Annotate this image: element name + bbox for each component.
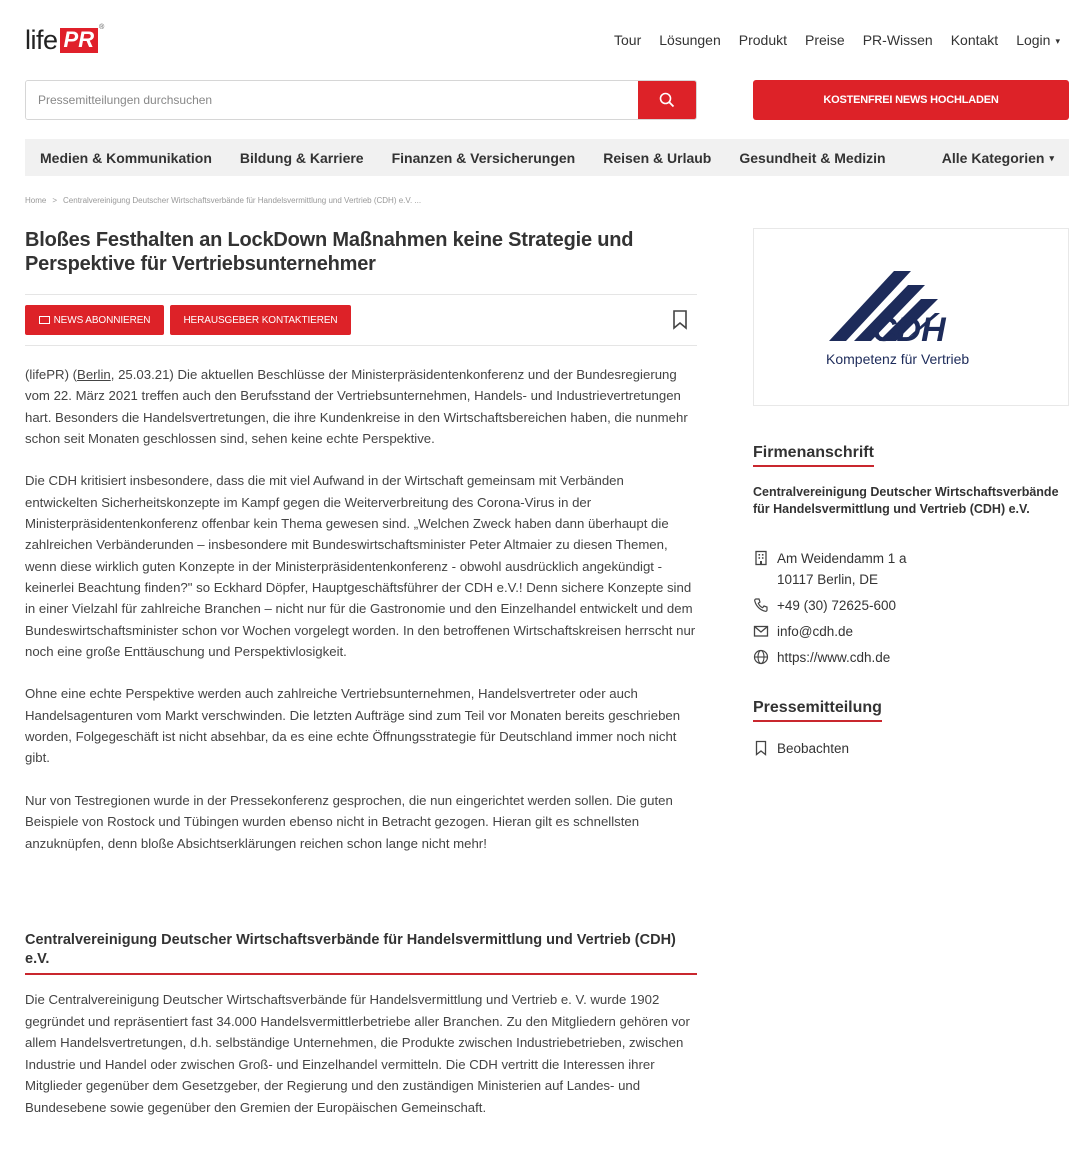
divider	[25, 345, 697, 346]
paragraph: (lifePR) (Berlin, 25.03.21) Die aktuellen Beschlüsse der Ministerpräsidentenkonferenz und der Bundesregierung vom 22. März 2021 treffen auch den Berufsstand der Vertriebsunternehmen, Handels- und Industrievertretungen hart. Besonders die Handelsvertretungen, die ihre Kundenkreise in den Wirtschaftsbereichen haben, die nunmehr schon seit Monaten geschlossen sind, sehen keine echte Perspektive.	[25, 367, 688, 446]
paragraph: Nur von Testregionen wurde in der Pressekonferenz gesprochen, die nun eingerichtet werden sollen. Die guten Beispiele von Rostock und Tübingen wurden ebenso nicht in Betracht gezogen. Hieran gilt es schnellsten anzuknüpfen, denn bloße Absichtserklärungen reichen schon lange nicht mehr!	[25, 792, 673, 851]
address-text	[777, 548, 907, 590]
chevron-down-icon: ▾	[1055, 35, 1060, 46]
search-icon	[659, 92, 675, 108]
search-input[interactable]	[26, 81, 638, 119]
category-all-dropdown[interactable]	[942, 150, 1054, 166]
breadcrumb-current[interactable]: Centralvereinigung Deutscher Wirtschaftsverbände für Handelsvermittlung und Vertrieb (CDH) e.V. ...	[63, 196, 422, 205]
breadcrumb	[25, 196, 421, 205]
phone-row[interactable]	[753, 595, 896, 616]
watch-button[interactable]	[753, 738, 849, 759]
envelope-icon	[753, 623, 769, 639]
category-bildung[interactable]: Bildung & Karriere	[239, 149, 364, 166]
nav-item-login[interactable]	[1016, 32, 1060, 48]
email-link: info@cdh.de	[777, 624, 854, 639]
nav-item-preise[interactable]: Preise	[805, 32, 845, 48]
top-navigation	[614, 32, 1060, 48]
email-row[interactable]	[753, 621, 853, 642]
about-heading: Centralvereinigung Deutscher Wirtschaftsverbände für Handelsvermittlung und Vertrieb (CDH) e.V.	[25, 931, 697, 975]
contact-publisher-button[interactable]: HERAUSGEBER KONTAKTIEREN	[170, 305, 351, 335]
login-label: Login	[1016, 32, 1051, 48]
logo-life-text: life	[25, 24, 58, 55]
address-heading: Firmenanschrift	[753, 444, 874, 467]
subscribe-label: NEWS ABONNIEREN	[53, 314, 151, 326]
bookmark-icon[interactable]	[672, 310, 688, 330]
category-all-label: Alle Kategorien	[941, 149, 1045, 166]
phone-number: +49 (30) 72625-600	[777, 598, 896, 613]
globe-icon	[753, 649, 769, 665]
about-text: Die Centralvereinigung Deutscher Wirtschaftsverbände für Handelsvermittlung und Vertrieb e. V. wurde 1902 gegründet und repräsentiert fast 34.000 Handelsvermittlerbetriebe aller Branchen. Zu den Mitgliedern gehören vor allem Handelsvertretungen, d.h. selbständige Unternehmen, die Produkte zwischen Industriebetrieben, zwischen Industrie und Handel oder zwischen Groß- und Einzelhandel vermitteln. Die CDH vertritt die Interessen ihrer Mitglieder gegenüber dem Gesetzgeber, der Regierung und den zuständigen Ministerien auf Landes- und Bundesebene sowie gegenüber den Gremien der Europäischen Gemeinschaft.	[25, 992, 690, 1115]
phone-icon	[753, 597, 769, 613]
address-street: Am Weidendamm 1 a	[777, 551, 907, 566]
website-link: https://www.cdh.de	[777, 650, 891, 665]
category-gesundheit[interactable]: Gesundheit & Medizin	[739, 149, 886, 166]
article-date: , 25.03.21)	[110, 367, 174, 382]
chevron-down-icon: ▾	[1049, 153, 1054, 164]
nav-item-produkt[interactable]: Produkt	[738, 32, 788, 48]
article-body	[25, 364, 697, 875]
company-name: Centralvereinigung Deutscher Wirtschaftsverbände für Handelsvermittlung und Vertrieb (CDH) e.V.	[753, 485, 1059, 516]
address-city: 10117 Berlin, DE	[777, 572, 879, 587]
nav-item-pr-wissen[interactable]: PR-Wissen	[862, 32, 933, 48]
category-medien[interactable]: Medien & Kommunikation	[40, 149, 212, 166]
bookmark-icon	[753, 740, 769, 756]
article-title: Bloßes Festhalten an LockDown Maßnahmen keine Strategie und Perspektive für Vertriebsunternehmer	[25, 229, 634, 275]
nav-item-tour[interactable]: Tour	[614, 32, 642, 48]
breadcrumb-home[interactable]: Home	[25, 196, 47, 205]
cdh-logo-text: CDH	[872, 311, 946, 349]
category-bar	[25, 139, 1069, 176]
nav-item-loesungen[interactable]: Lösungen	[659, 32, 721, 48]
breadcrumb-separator: >	[52, 196, 58, 205]
building-icon	[753, 550, 769, 566]
cdh-logo-tagline: Kompetenz für Vertrieb	[826, 351, 970, 367]
paragraph: Ohne eine echte Perspektive werden auch zahlreiche Vertriebsunternehmen, Handelsvertreter oder auch Handelsagenturen vom Markt verschwinden. Die letzten Aufträge sind zum Teil vor Monaten bereits geschrieben worden, Folgegeschäft ist nicht absehbar, da es eine echte Öffnungsstrategie für Deutschland immer noch nicht gibt.	[25, 686, 681, 766]
nav-item-kontakt[interactable]: Kontakt	[950, 32, 999, 48]
category-finanzen[interactable]: Finanzen & Versicherungen	[391, 149, 576, 166]
address-row	[753, 548, 907, 590]
paragraph: Die CDH kritisiert insbesondere, dass die mit viel Aufwand in der Wirtschaft gemeinsam mit Verbänden entwickelten Sicherheitskonzepte im Kampf gegen die Weiterverbreitung des Corona-Virus in der Ministerpräsidentenkonferenz offenbar kein Thema gewesen sind. „Welchen Zweck haben dann überhaupt die zahlreichen Verbänderunden – insbesondere mit Bundeswirtschaftsminister Peter Altmaier zu diesen Themen, wenn diese wirklich guten Konzepte in der Ministerpräsidentenkonferenz - obwohl ausdrücklich angekündigt - keinerlei Beachtung finden?" so Eckhard Döpfer, Hauptgeschäftsführer der CDH e.V.! Denn sichere Konzepte sind in einer Vielzahl für zahlreiche Branchen – nicht nur für die Gastronomie und den Einzelhandel entwickelt und dem Bundeswirtschaftsminister schon vor Wochen vorgelegt worden. In den betroffenen Wirtschaftskreisen herrscht nur noch eine große Enttäuschung und Perspektivlosigkeit.	[25, 473, 696, 659]
source-label: (lifePR)	[25, 367, 69, 382]
watch-label: Beobachten	[777, 741, 850, 756]
cdh-logo	[754, 229, 1070, 407]
search-button[interactable]	[638, 81, 696, 119]
search-bar	[25, 80, 697, 120]
mail-icon	[39, 316, 50, 324]
paragraph-text: Die aktuellen Beschlüsse der Ministerpräsidentenkonferenz und der Bundesregierung vom 22. März 2021 treffen auch den Berufsstand der Vertriebsunternehmen, Handels- und Industrievertretungen hart. Besonders die Handelsvertretungen, die ihre Kundenkreise in den Wirtschaftsbereichen haben, die nunmehr schon seit Monaten geschlossen sind, sehen keine echte Perspektive.	[25, 367, 688, 446]
upload-news-button[interactable]: KOSTENFREI NEWS HOCHLADEN	[753, 80, 1069, 120]
place-link[interactable]: Berlin	[77, 367, 111, 382]
website-row[interactable]	[753, 647, 890, 668]
company-logo-box[interactable]	[753, 228, 1069, 406]
category-reisen[interactable]: Reisen & Urlaub	[603, 149, 712, 166]
divider	[25, 294, 697, 295]
lifepr-logo[interactable]	[25, 24, 104, 56]
logo-pr-text: PR	[60, 28, 99, 53]
subscribe-news-button[interactable]	[25, 305, 164, 335]
logo-registered-mark: ®	[99, 24, 105, 31]
press-release-heading: Pressemitteilung	[753, 699, 882, 722]
